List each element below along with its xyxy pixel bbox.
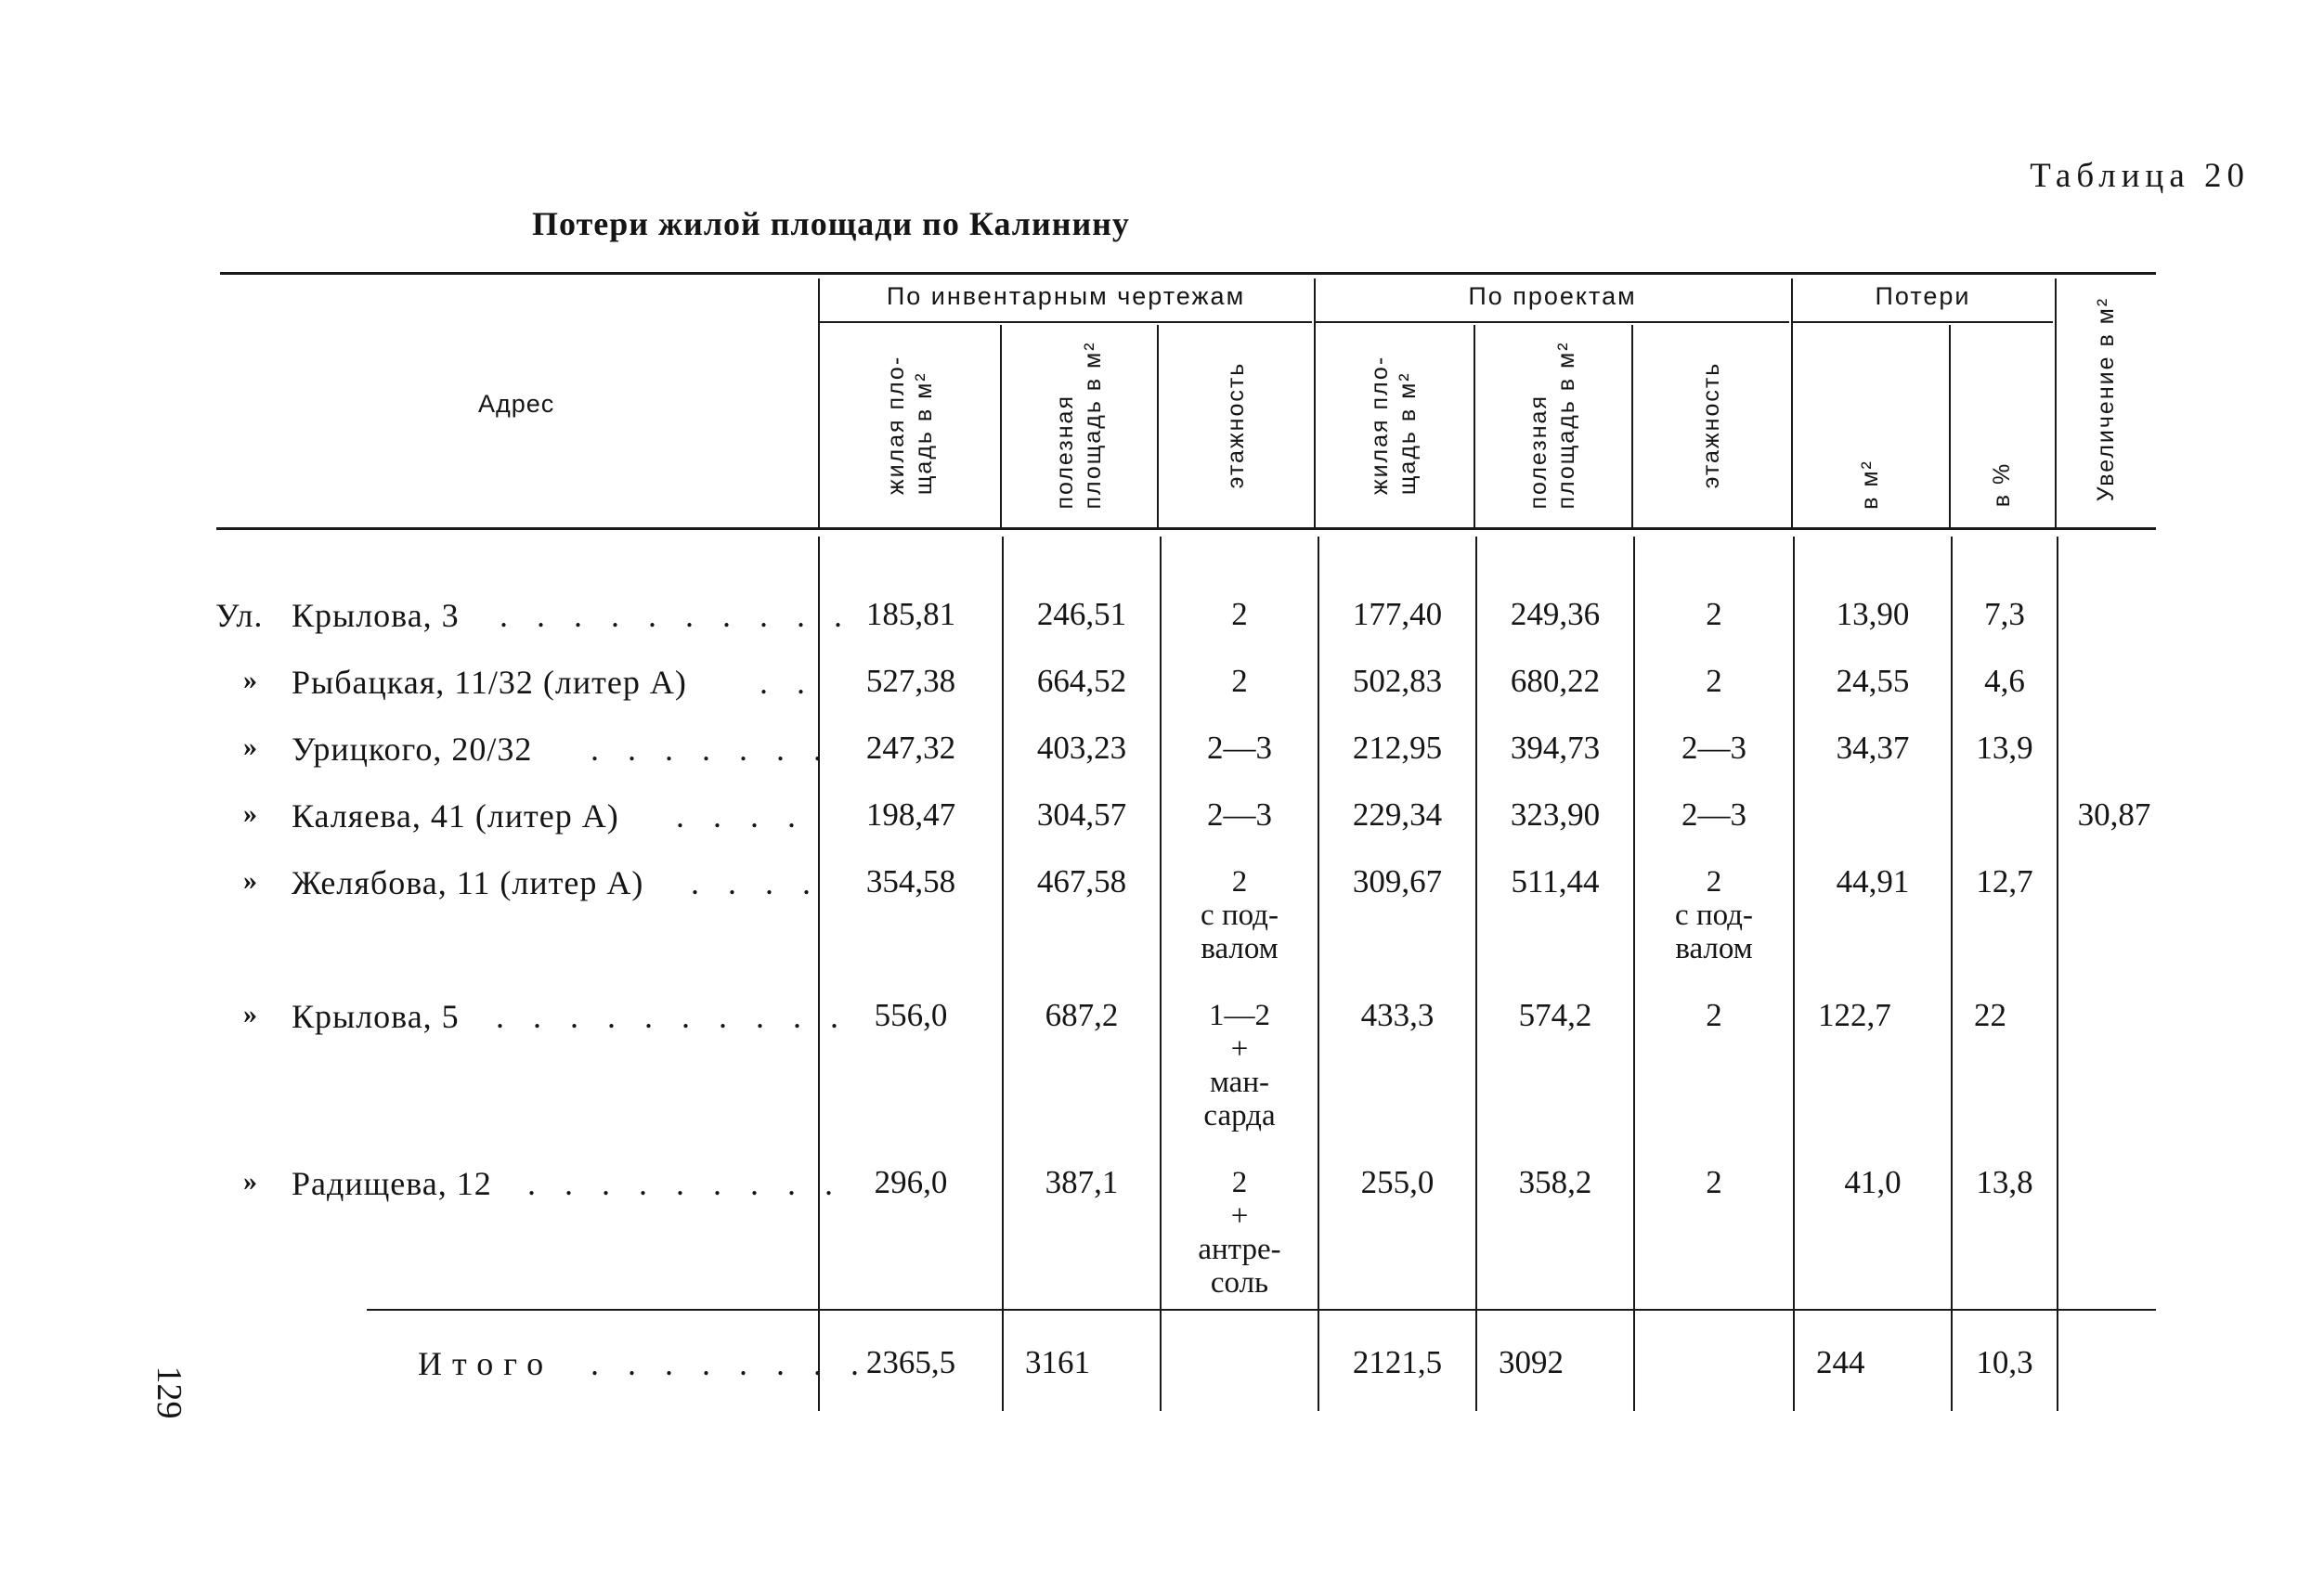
cell-proj-useful: 680,22: [1510, 663, 1601, 699]
column-header-inv-useful-area: полезная площадь в м²: [1052, 341, 1106, 510]
row-leader-dots: . . . . . . . . .: [527, 1165, 843, 1202]
header-vrule: [818, 278, 820, 527]
column-header-increase: Увеличение в м²: [2093, 296, 2119, 502]
column-header-inv-living-area: жилая пло- щадь в м²: [883, 355, 937, 496]
cell-inv-living: 247,32: [865, 730, 956, 766]
cell-proj-living: 177,40: [1352, 596, 1443, 632]
cell-loss-m2: 44,91: [1836, 863, 1910, 900]
row-prefix: Ул.: [215, 597, 264, 634]
cell-inv-floors: 2 + антре- соль: [1198, 1166, 1281, 1300]
row-prefix: »: [243, 798, 258, 829]
page-number: 129: [149, 1365, 188, 1419]
cell-inv-useful: 387,1: [1045, 1164, 1119, 1200]
total-inv-living: 2365,5: [865, 1344, 956, 1380]
row-leader-dots: . . . . . . .: [591, 731, 832, 768]
column-header-proj-useful-area: полезная площадь в м²: [1526, 341, 1579, 510]
total-loss-m2: 244: [1816, 1344, 1865, 1380]
cell-loss-pct: 4,6: [1984, 663, 2025, 699]
group-header-inventory: По инвентарным чертежам: [886, 282, 1246, 310]
group-rule-projects: [1316, 321, 1789, 323]
group-rule-losses: [1793, 321, 2053, 323]
cell-proj-living: 229,34: [1352, 796, 1443, 833]
row-leader-dots: . .: [760, 664, 815, 701]
cell-inv-floors: 2: [1231, 663, 1248, 699]
header-vrule: [1474, 325, 1475, 527]
group-rule-inventory: [820, 321, 1312, 323]
header-bottom-rule: [216, 527, 2156, 530]
cell-proj-useful: 358,2: [1518, 1164, 1592, 1200]
cell-increase: 30,87: [2077, 796, 2151, 833]
total-inv-useful: 3161: [1025, 1344, 1090, 1380]
cell-proj-useful: 323,90: [1510, 796, 1601, 833]
row-leader-dots: . . . . . . . . . .: [500, 597, 852, 634]
header-vrule: [1631, 325, 1633, 527]
header-vrule: [1000, 325, 1002, 527]
cell-proj-floors: 2—3: [1681, 796, 1746, 833]
cell-loss-pct: 22: [1974, 997, 2006, 1033]
cell-proj-useful: 511,44: [1511, 863, 1600, 900]
group-header-losses: Потери: [1875, 282, 1971, 310]
column-header-loss-pct: в %: [1989, 461, 2015, 508]
row-prefix: »: [243, 865, 258, 896]
column-header-proj-living-area: жилая пло- щадь в м²: [1367, 355, 1421, 496]
column-header-proj-floors: этажность: [1698, 361, 1724, 489]
cell-inv-floors: 2—3: [1207, 730, 1272, 766]
cell-proj-useful: 394,73: [1510, 730, 1601, 766]
column-header-loss-m2: в м²: [1857, 459, 1883, 510]
cell-inv-floors: 2—3: [1207, 796, 1272, 833]
cell-inv-useful: 664,52: [1036, 663, 1127, 699]
row-address: Радищева, 12: [292, 1165, 492, 1202]
row-leader-dots: . . . . . . . . . .: [496, 998, 849, 1035]
total-loss-pct: 10,3: [1976, 1344, 2033, 1380]
cell-loss-pct: 12,7: [1976, 863, 2033, 900]
cell-proj-living: 309,67: [1352, 863, 1443, 900]
row-prefix: »: [243, 665, 258, 695]
total-label: Итого: [418, 1345, 554, 1382]
cell-inv-living: 354,58: [865, 863, 956, 900]
header-vrule: [1314, 278, 1316, 527]
table-label: Таблица 20: [2030, 157, 2250, 195]
row-prefix: »: [243, 1166, 258, 1197]
cell-proj-living: 255,0: [1360, 1164, 1435, 1200]
cell-proj-useful: 574,2: [1518, 997, 1592, 1033]
cell-inv-floors: 2: [1231, 596, 1248, 632]
cell-proj-useful: 249,36: [1510, 596, 1601, 632]
cell-loss-m2: 24,55: [1836, 663, 1910, 699]
total-proj-living: 2121,5: [1352, 1344, 1443, 1380]
cell-inv-useful: 304,57: [1036, 796, 1127, 833]
total-rule: [367, 1309, 2156, 1311]
row-address: Каляева, 41 (литер А): [292, 797, 619, 835]
row-prefix: »: [243, 999, 258, 1029]
cell-inv-floors: 2 с под- валом: [1201, 865, 1279, 965]
row-prefix: »: [243, 731, 258, 762]
header-vrule: [1791, 278, 1793, 527]
cell-inv-useful: 246,51: [1036, 596, 1127, 632]
cell-loss-m2: 122,7: [1818, 997, 1891, 1033]
header-top-rule: [220, 272, 2156, 275]
row-leader-dots: . . . .: [676, 797, 806, 835]
total-proj-useful: 3092: [1499, 1344, 1564, 1380]
cell-proj-living: 502,83: [1352, 663, 1443, 699]
cell-inv-useful: 687,2: [1045, 997, 1119, 1033]
cell-inv-floors: 1—2 + ман- сарда: [1203, 999, 1276, 1132]
cell-loss-pct: 7,3: [1984, 596, 2025, 632]
total-leader-dots: . . . . . . . .: [591, 1345, 869, 1382]
header-vrule: [1157, 325, 1159, 527]
cell-proj-floors: 2: [1706, 596, 1722, 632]
cell-loss-m2: 41,0: [1844, 1164, 1902, 1200]
cell-inv-living: 527,38: [865, 663, 956, 699]
cell-proj-floors: 2: [1706, 1164, 1722, 1200]
cell-proj-floors: 2: [1706, 663, 1722, 699]
row-address: Желябова, 11 (литер А): [292, 864, 644, 901]
cell-inv-living: 556,0: [874, 997, 948, 1033]
cell-inv-useful: 403,23: [1036, 730, 1127, 766]
cell-proj-floors: 2—3: [1681, 730, 1746, 766]
body-vrule: [2057, 537, 2058, 1411]
header-vrule: [1949, 325, 1951, 527]
cell-proj-floors: 2 с под- валом: [1675, 865, 1753, 965]
row-address: Крылова, 3: [292, 597, 460, 634]
cell-loss-pct: 13,8: [1976, 1164, 2033, 1200]
cell-proj-floors: 2: [1706, 997, 1722, 1033]
address-header: Адрес: [478, 390, 555, 418]
cell-inv-living: 198,47: [865, 796, 956, 833]
column-header-inv-floors: этажность: [1223, 361, 1249, 489]
row-address: Крылова, 5: [292, 998, 460, 1035]
table-title: Потери жилой площади по Калинину: [532, 205, 1130, 242]
header-vrule: [2055, 278, 2057, 527]
cell-loss-pct: 13,9: [1976, 730, 2033, 766]
group-header-projects: По проектам: [1468, 282, 1637, 310]
cell-loss-m2: 13,90: [1836, 596, 1910, 632]
cell-loss-m2: 34,37: [1836, 730, 1910, 766]
row-address: Рыбацкая, 11/32 (литер А): [292, 664, 687, 701]
cell-proj-living: 433,3: [1360, 997, 1435, 1033]
cell-inv-living: 296,0: [874, 1164, 948, 1200]
cell-proj-living: 212,95: [1352, 730, 1443, 766]
cell-inv-useful: 467,58: [1036, 863, 1127, 900]
row-leader-dots: . . . .: [691, 864, 821, 901]
cell-inv-living: 185,81: [865, 596, 956, 632]
row-address: Урицкого, 20/32: [292, 731, 533, 768]
